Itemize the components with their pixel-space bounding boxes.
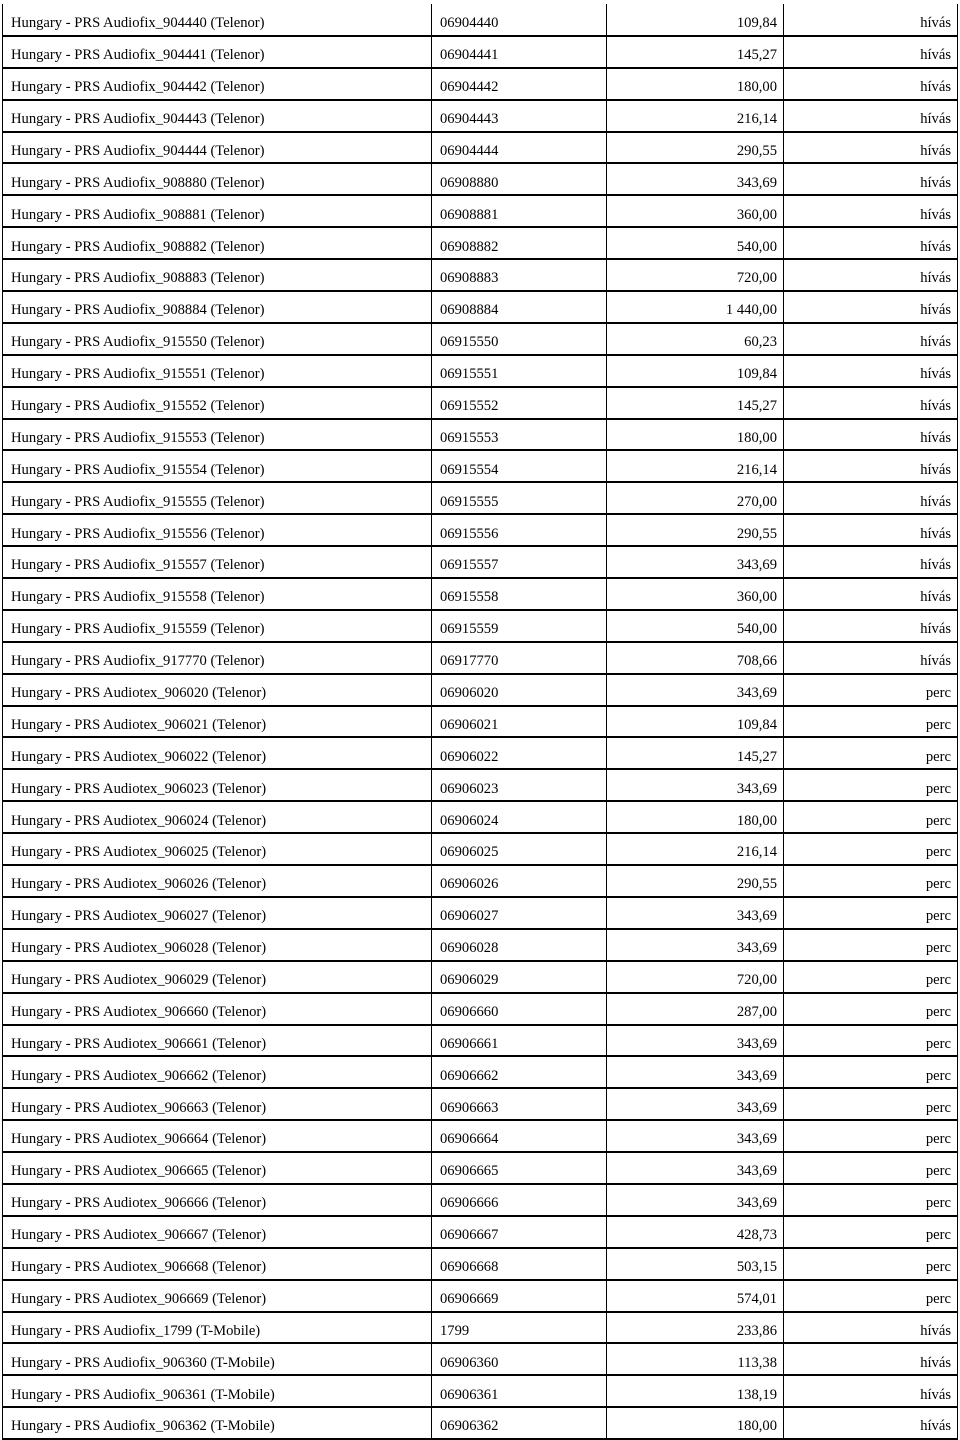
service-name-cell: Hungary - PRS Audiotex_906668 (Telenor) bbox=[3, 1248, 432, 1280]
price-cell: 343,69 bbox=[607, 929, 784, 961]
service-name-cell: Hungary - PRS Audiofix_915557 (Telenor) bbox=[3, 546, 432, 578]
table-row bbox=[3, 706, 958, 738]
phone-number-cell: 06915559 bbox=[432, 610, 607, 642]
phone-number-cell: 06906667 bbox=[432, 1216, 607, 1248]
table-row bbox=[3, 833, 958, 865]
billing-unit-cell: perc bbox=[784, 993, 958, 1025]
service-name-cell: Hungary - PRS Audiotex_906021 (Telenor) bbox=[3, 706, 432, 738]
phone-number-cell: 06908882 bbox=[432, 227, 607, 259]
billing-unit-cell: hívás bbox=[784, 610, 958, 642]
price-cell: 503,15 bbox=[607, 1248, 784, 1280]
phone-number-cell: 06906025 bbox=[432, 833, 607, 865]
price-cell: 145,27 bbox=[607, 737, 784, 769]
service-name-cell: Hungary - PRS Audiofix_915555 (Telenor) bbox=[3, 482, 432, 514]
phone-number-cell: 06906362 bbox=[432, 1407, 607, 1439]
billing-unit-cell: perc bbox=[784, 1216, 958, 1248]
price-cell: 145,27 bbox=[607, 36, 784, 68]
phone-number-cell: 06906024 bbox=[432, 801, 607, 833]
phone-number-cell: 06915552 bbox=[432, 387, 607, 419]
billing-unit-cell: perc bbox=[784, 801, 958, 833]
billing-unit-cell: hívás bbox=[784, 387, 958, 419]
billing-unit-cell: hívás bbox=[784, 1312, 958, 1344]
price-cell: 343,69 bbox=[607, 1025, 784, 1057]
service-name-cell: Hungary - PRS Audiotex_906027 (Telenor) bbox=[3, 897, 432, 929]
phone-number-cell: 06906662 bbox=[432, 1056, 607, 1088]
service-name-cell: Hungary - PRS Audiofix_915559 (Telenor) bbox=[3, 610, 432, 642]
phone-number-cell: 06915550 bbox=[432, 323, 607, 355]
billing-unit-cell: hívás bbox=[784, 1375, 958, 1407]
service-name-cell: Hungary - PRS Audiotex_906664 (Telenor) bbox=[3, 1120, 432, 1152]
table-row bbox=[3, 929, 958, 961]
billing-unit-cell: perc bbox=[784, 865, 958, 897]
service-name-cell: Hungary - PRS Audiotex_906028 (Telenor) bbox=[3, 929, 432, 961]
billing-unit-cell: perc bbox=[784, 897, 958, 929]
rates-table-body bbox=[3, 4, 958, 1439]
billing-unit-cell: hívás bbox=[784, 1343, 958, 1375]
service-name-cell: Hungary - PRS Audiotex_906029 (Telenor) bbox=[3, 961, 432, 993]
table-row bbox=[3, 291, 958, 323]
table-row bbox=[3, 1184, 958, 1216]
table-row bbox=[3, 1280, 958, 1312]
phone-number-cell: 06906023 bbox=[432, 769, 607, 801]
service-name-cell: Hungary - PRS Audiofix_1799 (T-Mobile) bbox=[3, 1312, 432, 1344]
phone-number-cell: 06908880 bbox=[432, 163, 607, 195]
table-row bbox=[3, 4, 958, 36]
phone-number-cell: 06904441 bbox=[432, 36, 607, 68]
table-row bbox=[3, 1312, 958, 1344]
phone-number-cell: 06915555 bbox=[432, 482, 607, 514]
price-cell: 290,55 bbox=[607, 132, 784, 164]
table-row bbox=[3, 642, 958, 674]
price-cell: 343,69 bbox=[607, 1120, 784, 1152]
billing-unit-cell: hívás bbox=[784, 163, 958, 195]
billing-unit-cell: hívás bbox=[784, 1407, 958, 1439]
phone-number-cell: 06915553 bbox=[432, 419, 607, 451]
price-cell: 343,69 bbox=[607, 1088, 784, 1120]
price-cell: 343,69 bbox=[607, 1152, 784, 1184]
table-row bbox=[3, 68, 958, 100]
phone-number-cell: 06904440 bbox=[432, 4, 607, 36]
billing-unit-cell: perc bbox=[784, 833, 958, 865]
service-name-cell: Hungary - PRS Audiofix_904444 (Telenor) bbox=[3, 132, 432, 164]
price-cell: 720,00 bbox=[607, 259, 784, 291]
phone-number-cell: 06906029 bbox=[432, 961, 607, 993]
price-cell: 1 440,00 bbox=[607, 291, 784, 323]
price-cell: 60,23 bbox=[607, 323, 784, 355]
table-row bbox=[3, 1056, 958, 1088]
phone-number-cell: 06906027 bbox=[432, 897, 607, 929]
billing-unit-cell: hívás bbox=[784, 100, 958, 132]
billing-unit-cell: hívás bbox=[784, 642, 958, 674]
phone-number-cell: 06906665 bbox=[432, 1152, 607, 1184]
phone-number-cell: 06906022 bbox=[432, 737, 607, 769]
table-row bbox=[3, 355, 958, 387]
billing-unit-cell: hívás bbox=[784, 419, 958, 451]
table-row bbox=[3, 1343, 958, 1375]
price-cell: 290,55 bbox=[607, 865, 784, 897]
price-cell: 360,00 bbox=[607, 195, 784, 227]
billing-unit-cell: perc bbox=[784, 674, 958, 706]
table-row bbox=[3, 737, 958, 769]
table-row bbox=[3, 163, 958, 195]
table-row bbox=[3, 1152, 958, 1184]
phone-number-cell: 06915551 bbox=[432, 355, 607, 387]
service-name-cell: Hungary - PRS Audiofix_917770 (Telenor) bbox=[3, 642, 432, 674]
billing-unit-cell: hívás bbox=[784, 514, 958, 546]
billing-unit-cell: hívás bbox=[784, 291, 958, 323]
table-row bbox=[3, 1375, 958, 1407]
table-row bbox=[3, 769, 958, 801]
price-cell: 180,00 bbox=[607, 1407, 784, 1439]
price-cell: 233,86 bbox=[607, 1312, 784, 1344]
phone-number-cell: 06906028 bbox=[432, 929, 607, 961]
phone-number-cell: 1799 bbox=[432, 1312, 607, 1344]
service-name-cell: Hungary - PRS Audiofix_904442 (Telenor) bbox=[3, 68, 432, 100]
price-cell: 109,84 bbox=[607, 706, 784, 738]
table-row bbox=[3, 100, 958, 132]
table-row bbox=[3, 1120, 958, 1152]
phone-number-cell: 06906664 bbox=[432, 1120, 607, 1152]
billing-unit-cell: hívás bbox=[784, 36, 958, 68]
service-name-cell: Hungary - PRS Audiofix_915553 (Telenor) bbox=[3, 419, 432, 451]
billing-unit-cell: perc bbox=[784, 706, 958, 738]
billing-unit-cell: perc bbox=[784, 1088, 958, 1120]
service-name-cell: Hungary - PRS Audiofix_904440 (Telenor) bbox=[3, 4, 432, 36]
price-cell: 138,19 bbox=[607, 1375, 784, 1407]
service-name-cell: Hungary - PRS Audiotex_906663 (Telenor) bbox=[3, 1088, 432, 1120]
billing-unit-cell: hívás bbox=[784, 4, 958, 36]
billing-unit-cell: perc bbox=[784, 737, 958, 769]
billing-unit-cell: perc bbox=[784, 929, 958, 961]
table-row bbox=[3, 132, 958, 164]
table-row bbox=[3, 514, 958, 546]
billing-unit-cell: hívás bbox=[784, 546, 958, 578]
billing-unit-cell: hívás bbox=[784, 259, 958, 291]
phone-number-cell: 06915554 bbox=[432, 450, 607, 482]
service-name-cell: Hungary - PRS Audiotex_906026 (Telenor) bbox=[3, 865, 432, 897]
phone-number-cell: 06915557 bbox=[432, 546, 607, 578]
table-row bbox=[3, 897, 958, 929]
billing-unit-cell: perc bbox=[784, 769, 958, 801]
service-name-cell: Hungary - PRS Audiotex_906024 (Telenor) bbox=[3, 801, 432, 833]
table-row bbox=[3, 1216, 958, 1248]
billing-unit-cell: perc bbox=[784, 1025, 958, 1057]
phone-number-cell: 06906026 bbox=[432, 865, 607, 897]
phone-number-cell: 06915556 bbox=[432, 514, 607, 546]
table-row bbox=[3, 961, 958, 993]
service-name-cell: Hungary - PRS Audiofix_915551 (Telenor) bbox=[3, 355, 432, 387]
billing-unit-cell: perc bbox=[784, 1280, 958, 1312]
service-name-cell: Hungary - PRS Audiofix_915558 (Telenor) bbox=[3, 578, 432, 610]
price-cell: 343,69 bbox=[607, 674, 784, 706]
billing-unit-cell: hívás bbox=[784, 482, 958, 514]
phone-number-cell: 06917770 bbox=[432, 642, 607, 674]
phone-number-cell: 06908883 bbox=[432, 259, 607, 291]
phone-number-cell: 06906663 bbox=[432, 1088, 607, 1120]
price-cell: 343,69 bbox=[607, 897, 784, 929]
price-cell: 216,14 bbox=[607, 833, 784, 865]
table-row bbox=[3, 482, 958, 514]
service-name-cell: Hungary - PRS Audiotex_906669 (Telenor) bbox=[3, 1280, 432, 1312]
price-cell: 540,00 bbox=[607, 610, 784, 642]
phone-number-cell: 06908884 bbox=[432, 291, 607, 323]
table-row bbox=[3, 36, 958, 68]
service-name-cell: Hungary - PRS Audiofix_904443 (Telenor) bbox=[3, 100, 432, 132]
billing-unit-cell: perc bbox=[784, 1248, 958, 1280]
price-cell: 180,00 bbox=[607, 68, 784, 100]
service-name-cell: Hungary - PRS Audiotex_906022 (Telenor) bbox=[3, 737, 432, 769]
price-cell: 109,84 bbox=[607, 4, 784, 36]
price-cell: 343,69 bbox=[607, 769, 784, 801]
service-name-cell: Hungary - PRS Audiofix_908881 (Telenor) bbox=[3, 195, 432, 227]
phone-number-cell: 06904442 bbox=[432, 68, 607, 100]
phone-number-cell: 06906021 bbox=[432, 706, 607, 738]
billing-unit-cell: hívás bbox=[784, 578, 958, 610]
service-name-cell: Hungary - PRS Audiotex_906661 (Telenor) bbox=[3, 1025, 432, 1057]
phone-number-cell: 06906668 bbox=[432, 1248, 607, 1280]
table-row bbox=[3, 323, 958, 355]
billing-unit-cell: hívás bbox=[784, 195, 958, 227]
table-row bbox=[3, 1248, 958, 1280]
table-row bbox=[3, 801, 958, 833]
service-name-cell: Hungary - PRS Audiotex_906023 (Telenor) bbox=[3, 769, 432, 801]
table-row bbox=[3, 1407, 958, 1439]
service-name-cell: Hungary - PRS Audiofix_906360 (T-Mobile) bbox=[3, 1343, 432, 1375]
table-row bbox=[3, 674, 958, 706]
service-name-cell: Hungary - PRS Audiofix_915556 (Telenor) bbox=[3, 514, 432, 546]
phone-number-cell: 06906361 bbox=[432, 1375, 607, 1407]
price-cell: 216,14 bbox=[607, 100, 784, 132]
table-row bbox=[3, 259, 958, 291]
price-cell: 360,00 bbox=[607, 578, 784, 610]
service-name-cell: Hungary - PRS Audiofix_908884 (Telenor) bbox=[3, 291, 432, 323]
table-row bbox=[3, 993, 958, 1025]
rates-table bbox=[2, 4, 958, 1440]
table-row bbox=[3, 546, 958, 578]
table-row bbox=[3, 578, 958, 610]
billing-unit-cell: perc bbox=[784, 1152, 958, 1184]
phone-number-cell: 06906661 bbox=[432, 1025, 607, 1057]
phone-number-cell: 06904443 bbox=[432, 100, 607, 132]
price-cell: 145,27 bbox=[607, 387, 784, 419]
service-name-cell: Hungary - PRS Audiotex_906665 (Telenor) bbox=[3, 1152, 432, 1184]
billing-unit-cell: hívás bbox=[784, 227, 958, 259]
service-name-cell: Hungary - PRS Audiofix_908883 (Telenor) bbox=[3, 259, 432, 291]
service-name-cell: Hungary - PRS Audiofix_915552 (Telenor) bbox=[3, 387, 432, 419]
service-name-cell: Hungary - PRS Audiotex_906025 (Telenor) bbox=[3, 833, 432, 865]
service-name-cell: Hungary - PRS Audiotex_906667 (Telenor) bbox=[3, 1216, 432, 1248]
billing-unit-cell: perc bbox=[784, 1184, 958, 1216]
service-name-cell: Hungary - PRS Audiotex_906020 (Telenor) bbox=[3, 674, 432, 706]
price-cell: 180,00 bbox=[607, 801, 784, 833]
service-name-cell: Hungary - PRS Audiofix_915554 (Telenor) bbox=[3, 450, 432, 482]
service-name-cell: Hungary - PRS Audiotex_906662 (Telenor) bbox=[3, 1056, 432, 1088]
price-cell: 180,00 bbox=[607, 419, 784, 451]
table-row bbox=[3, 227, 958, 259]
price-cell: 574,01 bbox=[607, 1280, 784, 1312]
billing-unit-cell: hívás bbox=[784, 355, 958, 387]
price-cell: 708,66 bbox=[607, 642, 784, 674]
table-row bbox=[3, 1088, 958, 1120]
service-name-cell: Hungary - PRS Audiofix_906361 (T-Mobile) bbox=[3, 1375, 432, 1407]
billing-unit-cell: hívás bbox=[784, 68, 958, 100]
phone-number-cell: 06906669 bbox=[432, 1280, 607, 1312]
billing-unit-cell: hívás bbox=[784, 323, 958, 355]
billing-unit-cell: perc bbox=[784, 1120, 958, 1152]
price-cell: 428,73 bbox=[607, 1216, 784, 1248]
price-cell: 290,55 bbox=[607, 514, 784, 546]
table-row bbox=[3, 865, 958, 897]
service-name-cell: Hungary - PRS Audiofix_915550 (Telenor) bbox=[3, 323, 432, 355]
phone-number-cell: 06915558 bbox=[432, 578, 607, 610]
phone-number-cell: 06906666 bbox=[432, 1184, 607, 1216]
price-cell: 270,00 bbox=[607, 482, 784, 514]
billing-unit-cell: perc bbox=[784, 1056, 958, 1088]
table-row bbox=[3, 450, 958, 482]
price-cell: 343,69 bbox=[607, 1184, 784, 1216]
table-row bbox=[3, 1025, 958, 1057]
phone-number-cell: 06906020 bbox=[432, 674, 607, 706]
service-name-cell: Hungary - PRS Audiofix_904441 (Telenor) bbox=[3, 36, 432, 68]
billing-unit-cell: perc bbox=[784, 961, 958, 993]
service-name-cell: Hungary - PRS Audiotex_906660 (Telenor) bbox=[3, 993, 432, 1025]
price-cell: 343,69 bbox=[607, 546, 784, 578]
price-cell: 720,00 bbox=[607, 961, 784, 993]
price-cell: 287,00 bbox=[607, 993, 784, 1025]
billing-unit-cell: hívás bbox=[784, 450, 958, 482]
price-cell: 343,69 bbox=[607, 1056, 784, 1088]
price-cell: 343,69 bbox=[607, 163, 784, 195]
phone-number-cell: 06904444 bbox=[432, 132, 607, 164]
table-row bbox=[3, 419, 958, 451]
phone-number-cell: 06908881 bbox=[432, 195, 607, 227]
table-row bbox=[3, 387, 958, 419]
phone-number-cell: 06906660 bbox=[432, 993, 607, 1025]
price-cell: 216,14 bbox=[607, 450, 784, 482]
table-row bbox=[3, 195, 958, 227]
phone-number-cell: 06906360 bbox=[432, 1343, 607, 1375]
service-name-cell: Hungary - PRS Audiofix_908882 (Telenor) bbox=[3, 227, 432, 259]
table-row bbox=[3, 610, 958, 642]
billing-unit-cell: hívás bbox=[784, 132, 958, 164]
price-cell: 540,00 bbox=[607, 227, 784, 259]
price-cell: 113,38 bbox=[607, 1343, 784, 1375]
service-name-cell: Hungary - PRS Audiofix_908880 (Telenor) bbox=[3, 163, 432, 195]
service-name-cell: Hungary - PRS Audiotex_906666 (Telenor) bbox=[3, 1184, 432, 1216]
price-cell: 109,84 bbox=[607, 355, 784, 387]
service-name-cell: Hungary - PRS Audiofix_906362 (T-Mobile) bbox=[3, 1407, 432, 1439]
